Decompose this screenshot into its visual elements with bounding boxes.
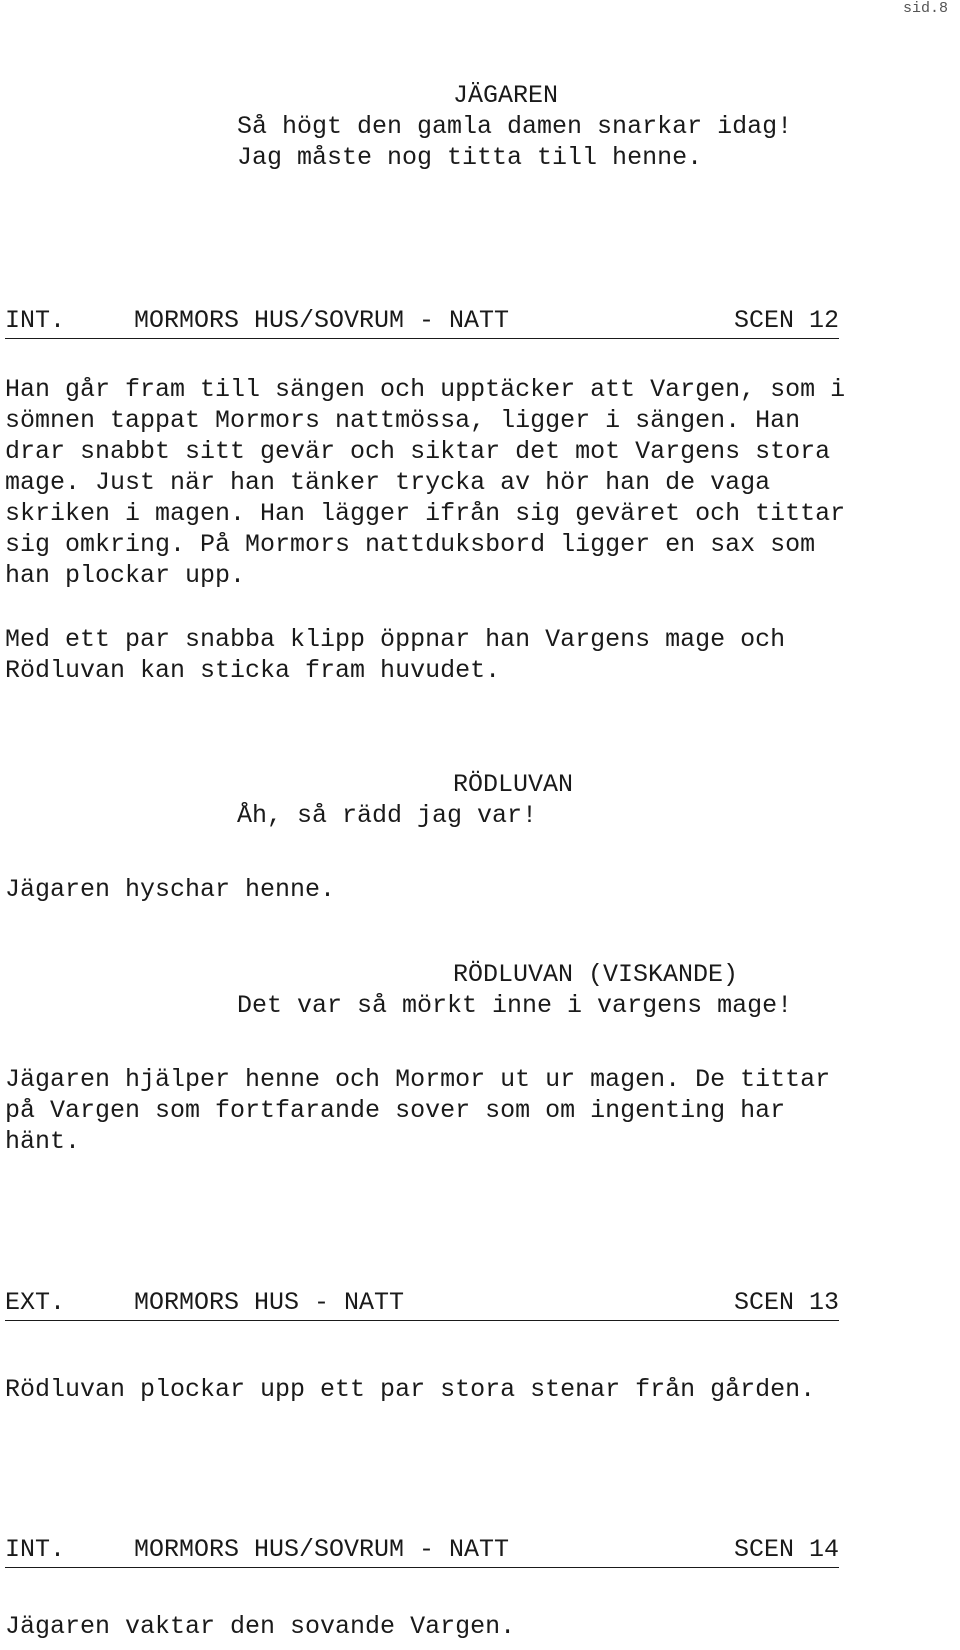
action-line: Han går fram till sängen och upptäcker att Vargen, som i [5, 375, 846, 404]
action-line: Jägaren vaktar den sovande Vargen. [5, 1612, 516, 1641]
scene-number: SCEN 13 [733, 1288, 839, 1317]
scene-heading-14 [5, 1534, 839, 1568]
page-number: sid.8 [902, 0, 948, 17]
action-line: skriken i magen. Han lägger ifrån sig geväret och tittar [5, 499, 846, 528]
dialogue-line: Jag måste nog titta till henne. [237, 143, 703, 172]
dialogue-line: Så högt den gamla damen snarkar idag! [237, 112, 793, 141]
action-line: hänt. [5, 1127, 81, 1156]
action-line: Jägaren hjälper henne och Mormor ut ur magen. De tittar [5, 1065, 831, 1094]
character-name-jagaren: JÄGAREN [453, 81, 559, 110]
scene-number: SCEN 14 [733, 1535, 839, 1564]
action-line: Med ett par snabba klipp öppnar han Vargens mage och [5, 625, 786, 654]
scene-location: MORMORS HUS/SOVRUM - NATT [134, 1535, 510, 1564]
action-line: sömnen tappat Mormors nattmössa, ligger i sängen. Han [5, 406, 801, 435]
character-name-rodluvan-viskande: RÖDLUVAN (VISKANDE) [453, 960, 739, 989]
scene-location: MORMORS HUS/SOVRUM - NATT [134, 306, 510, 335]
action-line: mage. Just när han tänker trycka av hör han de vaga [5, 468, 771, 497]
scene-int-ext: INT. [5, 1535, 66, 1564]
action-line: drar snabbt sitt gevär och siktar det mot Vargens stora [5, 437, 831, 466]
scene-heading-13 [5, 1287, 839, 1321]
action-line: han plockar upp. [5, 561, 246, 590]
scene-int-ext: INT. [5, 306, 66, 335]
dialogue-line: Det var så mörkt inne i vargens mage! [237, 991, 793, 1020]
dialogue-line: Åh, så rädd jag var! [237, 801, 538, 830]
scene-location: MORMORS HUS - NATT [134, 1288, 405, 1317]
action-line: sig omkring. På Mormors nattduksbord ligger en sax som [5, 530, 816, 559]
action-line: Jägaren hyschar henne. [5, 875, 336, 904]
scene-heading-12 [5, 305, 839, 339]
scene-int-ext: EXT. [5, 1288, 66, 1317]
scene-number: SCEN 12 [733, 306, 839, 335]
character-name-rodluvan: RÖDLUVAN [453, 770, 574, 799]
action-line: Rödluvan kan sticka fram huvudet. [5, 656, 501, 685]
action-line: på Vargen som fortfarande sover som om ingenting har [5, 1096, 786, 1125]
action-line: Rödluvan plockar upp ett par stora stenar från gården. [5, 1375, 816, 1404]
